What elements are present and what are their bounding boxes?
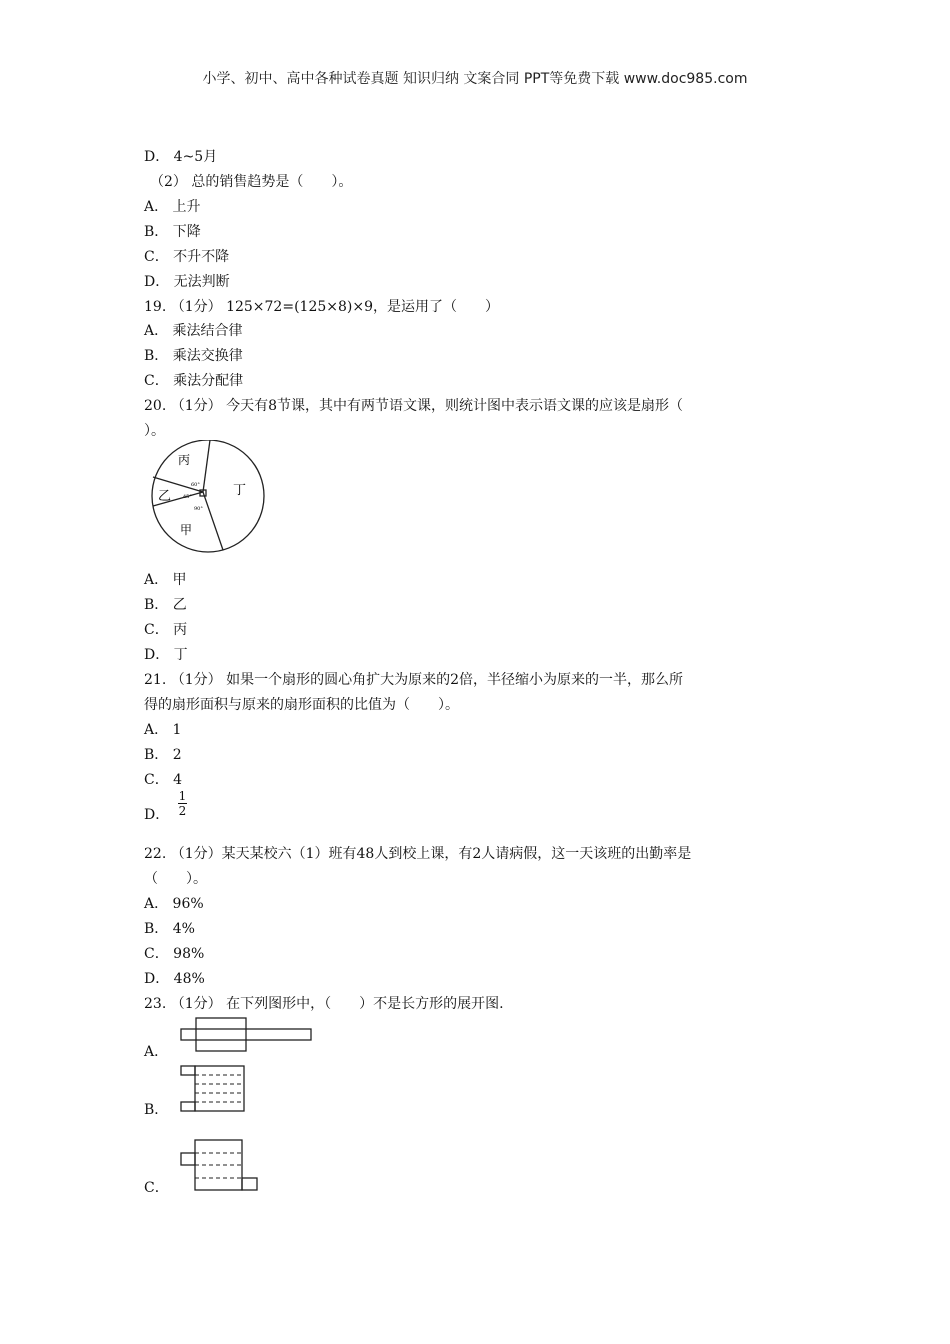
q19-stem: 19. （1分） 125×72=(125×8)×9，是运用了（ ）	[144, 299, 499, 315]
q18-option-c[interactable]: C． 不升不降	[144, 249, 230, 265]
q19-option-c[interactable]: C． 乘法分配律	[144, 373, 244, 389]
net-figure-a	[178, 1015, 314, 1055]
fraction-denominator: 2	[178, 804, 187, 818]
q20-stem-line2: ）。	[144, 423, 165, 439]
pie-chart-figure	[148, 440, 270, 556]
q18-option-a[interactable]: A． 上升	[144, 199, 201, 215]
q21-stem-line1: 21. （1分） 如果一个扇形的圆心角扩大为原来的2倍，半径缩小为原来的一半，那么所	[144, 672, 683, 688]
pie-label-bing: 丙	[178, 453, 191, 467]
q22-option-c[interactable]: C． 98%	[144, 946, 205, 962]
q21-option-b[interactable]: B． 2	[144, 747, 182, 763]
q20-option-d[interactable]: D． 丁	[144, 647, 188, 663]
q20-option-a[interactable]: A． 甲	[144, 572, 187, 588]
q18-option-d-prev: D． 4~5月	[144, 149, 218, 165]
net-figure-b	[178, 1062, 248, 1116]
q20-option-b[interactable]: B． 乙	[144, 597, 187, 613]
q21-option-d[interactable]: D．	[144, 807, 170, 823]
fraction-numerator: 1	[178, 789, 187, 803]
q21-stem-line2: 得的扇形面积与原来的扇形面积的比值为（ ）。	[144, 697, 459, 713]
q22-stem-line2: （ ）。	[144, 871, 207, 887]
page-header: 小学、初中、高中各种试卷真题 知识归纳 文案合同 PPT等免费下载 www.doc985.com	[202, 71, 748, 87]
q23-option-c-label[interactable]: C．	[144, 1180, 169, 1196]
q21-option-c[interactable]: C． 4	[144, 772, 183, 788]
q18-option-b[interactable]: B． 下降	[144, 224, 201, 240]
q19-option-a[interactable]: A． 乘法结合律	[144, 323, 243, 339]
q21-option-d-fraction	[178, 790, 187, 817]
q22-option-d[interactable]: D． 48%	[144, 971, 205, 987]
q18-sub2-stem: （2） 总的销售趋势是（ ）。	[150, 174, 353, 190]
q23-stem: 23. （1分） 在下列图形中，（ ）不是长方形的展开图.	[144, 996, 504, 1012]
pie-label-jia: 甲	[180, 523, 193, 537]
q19-option-b[interactable]: B． 乘法交换律	[144, 348, 243, 364]
q22-stem-line1: 22. （1分）某天某校六（1）班有48人到校上课，有2人请病假，这一天该班的出勤率是	[144, 846, 692, 862]
pie-angle-60: 60°	[191, 482, 200, 488]
q18-option-d[interactable]: D． 无法判断	[144, 274, 230, 290]
q20-stem-line1: 20. （1分） 今天有8节课，其中有两节语文课，则统计图中表示语文课的应该是扇形（	[144, 398, 683, 414]
pie-label-ding: 丁	[233, 483, 247, 498]
q21-option-a[interactable]: A． 1	[144, 722, 182, 738]
pie-label-yi: 乙	[158, 489, 172, 504]
q22-option-b[interactable]: B． 4%	[144, 921, 195, 937]
q22-option-a[interactable]: A． 96%	[144, 896, 204, 912]
q23-option-a-label[interactable]: A．	[144, 1044, 169, 1060]
q20-option-c[interactable]: C． 丙	[144, 622, 188, 638]
pie-angle-90: 90°	[194, 506, 203, 512]
q23-option-b-label[interactable]: B．	[144, 1102, 169, 1118]
pie-angle-45: 45°	[183, 494, 192, 500]
net-figure-c	[178, 1136, 260, 1194]
